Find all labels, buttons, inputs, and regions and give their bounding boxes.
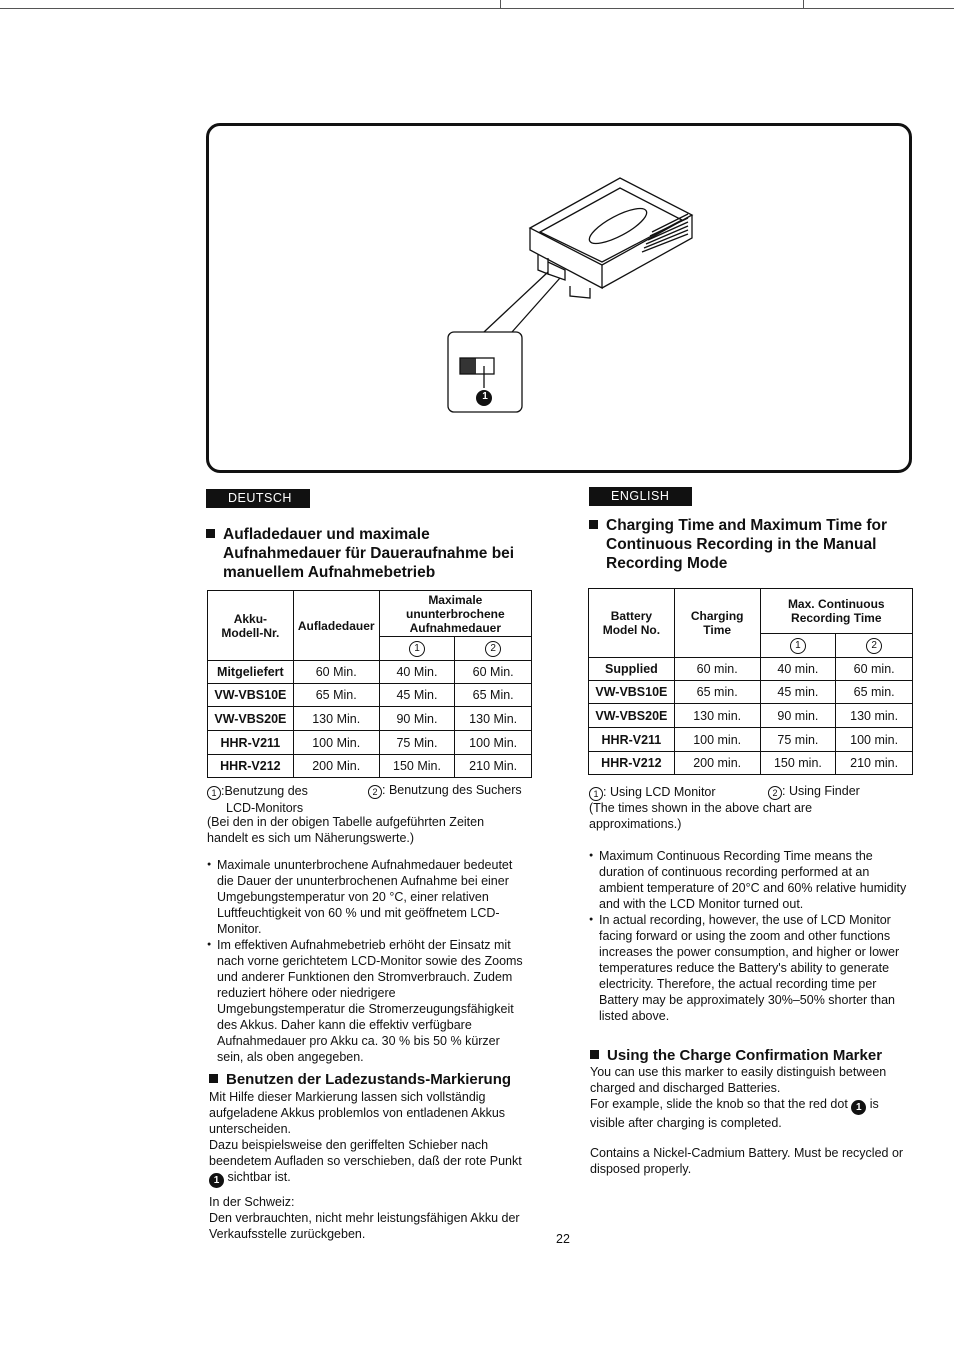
tab-deutsch: DEUTSCH	[206, 489, 310, 508]
header-charge: Aufladedauer	[293, 591, 379, 661]
table-row: VW-VBS10E 65 min. 45 min. 65 min.	[589, 681, 913, 704]
table-row: HHR-V212 200 Min. 150 Min. 210 Min.	[208, 755, 532, 778]
square-bullet-icon	[209, 1074, 218, 1083]
english-bullets	[589, 848, 919, 1024]
square-bullet-icon	[590, 1050, 599, 1059]
list-item: ● In actual recording, however, the use of LCD Monitor facing forward or using the zoom and other functions increases the power consumption, and higher or lower temperatures reduce the Battery's ability to generate electricity. Therefore, the actual recording time per Battery may be approximately 30%–50% shorter than listed above.	[589, 912, 919, 1024]
top-tick-right	[803, 0, 804, 9]
german-bullets	[207, 857, 537, 1065]
circled-one: 1	[790, 638, 806, 654]
german-table	[207, 590, 532, 778]
top-rule	[0, 8, 954, 9]
table-row: Mitgeliefert 60 Min. 40 Min. 60 Min.	[208, 661, 532, 684]
red-dot-marker-icon: 1	[851, 1100, 866, 1115]
table-row: Supplied 60 min. 40 min. 60 min.	[589, 658, 913, 681]
table-row: VW-VBS10E 65 Min. 45 Min. 65 Min.	[208, 684, 532, 707]
page-number: 22	[556, 1232, 570, 1246]
header-max: Max. Continuous Recording Time	[760, 589, 912, 634]
table-row: HHR-V211 100 min. 75 min. 100 min.	[589, 728, 913, 752]
list-item: ● Maximum Continuous Recording Time means the duration of continuous recording performed at an ambient temperature of 20°C and 60% relative humidity and with the LCD Monitor turned out.	[589, 848, 919, 912]
battery-illustration	[420, 170, 720, 430]
top-tick-left	[500, 0, 501, 9]
circled-one: 1	[409, 641, 425, 657]
table-row: VW-VBS20E 130 Min. 90 Min. 130 Min.	[208, 707, 532, 731]
square-bullet-icon	[589, 520, 598, 529]
english-table	[588, 588, 913, 775]
english-recycle-note: Contains a Nickel-Cadmium Battery. Must be recycled or disposed properly.	[590, 1146, 904, 1176]
german-swiss-note: In der Schweiz: Den verbrauchten, nicht mehr leistungsfähigen Akku der Verkaufsstelle zurückgeben.	[209, 1195, 520, 1241]
table-row: VW-VBS20E 130 min. 90 min. 130 min.	[589, 704, 913, 728]
circled-two: 2	[866, 638, 882, 654]
table-row: HHR-V212 200 min. 150 min. 210 min.	[589, 752, 913, 775]
square-bullet-icon	[206, 529, 215, 538]
english-legend-1: 1 : Using LCD Monitor	[589, 784, 769, 801]
german-legend-1: 1 :Benutzung des LCD-Monitors	[207, 783, 377, 816]
list-item: ● Maximale ununterbrochene Aufnahmedauer bedeutet die Dauer der ununterbrochenen Aufnahme bei einer Umgebungstemperatur von 20 °C, einer relativen Luftfeuchtigkeit von 60 % und mit geöffnetem LCD- Monitor.	[207, 857, 537, 937]
german-heading: Aufladedauer und maximale Aufnahmedauer für Daueraufnahme bei manuellem Aufnahmebetrieb	[206, 525, 536, 582]
english-heading-2: Using the Charge Confirmation Marker	[590, 1046, 920, 1065]
german-heading-2: Benutzen der Ladezustands-Markierung	[209, 1070, 539, 1089]
header-charge: Charging Time	[674, 589, 760, 658]
red-dot-marker-icon: 1	[209, 1173, 224, 1188]
english-legend-2: 2 : Using Finder	[768, 783, 918, 800]
tab-english: ENGLISH	[589, 487, 692, 506]
table-row: HHR-V211 100 Min. 75 Min. 100 Min.	[208, 731, 532, 755]
list-item: ● Im effektiven Aufnahmebetrieb erhöht der Einsatz mit nach vorne gerichtetem LCD-Monitor sowie des Zooms und anderer Funktionen den Stromverbrauch. Zudem reduziert höhere oder niedrigere Umgebungstemperatur die Stromerzeugungsfähigkeit des Akkus. Daher kann die effektiv verfügbare Aufnahmedauer pro Akku ca. 30 % bis 50 % kürzer sein, als oben angegeben.	[207, 937, 537, 1065]
figure-marker-number: 1	[482, 391, 488, 402]
header-max: Maximale ununterbrochene Aufnahmedauer	[379, 591, 531, 637]
german-para-2: Mit Hilfe dieser Markierung lassen sich vollständig aufgeladene Akkus problemlos von entladenen Akkus unterscheiden. Dazu beispielsweise den geriffelten Schieber nach beendetem Aufladen so verschieben, daß der rote Punkt 1 sichtbar ist.	[209, 1090, 522, 1186]
german-legend-2: 2 : Benutzung des Suchers	[368, 782, 538, 799]
english-para-2: You can use this marker to easily distinguish between charged and discharged Batteries. For example, slide the knob so that the red dot 1 is visible after charging is completed.	[590, 1065, 887, 1130]
circled-two: 2	[485, 641, 501, 657]
english-heading: Charging Time and Maximum Time for Continuous Recording in the Manual Recording Mode	[589, 516, 919, 573]
header-model: Akku- Modell-Nr.	[208, 591, 294, 661]
english-note: (The times shown in the above chart are approximations.)	[589, 801, 813, 831]
german-note: (Bei den in der obigen Tabelle aufgeführten Zeiten handelt es sich um Näherungswerte.)	[207, 815, 485, 845]
header-model: Battery Model No.	[589, 589, 675, 658]
